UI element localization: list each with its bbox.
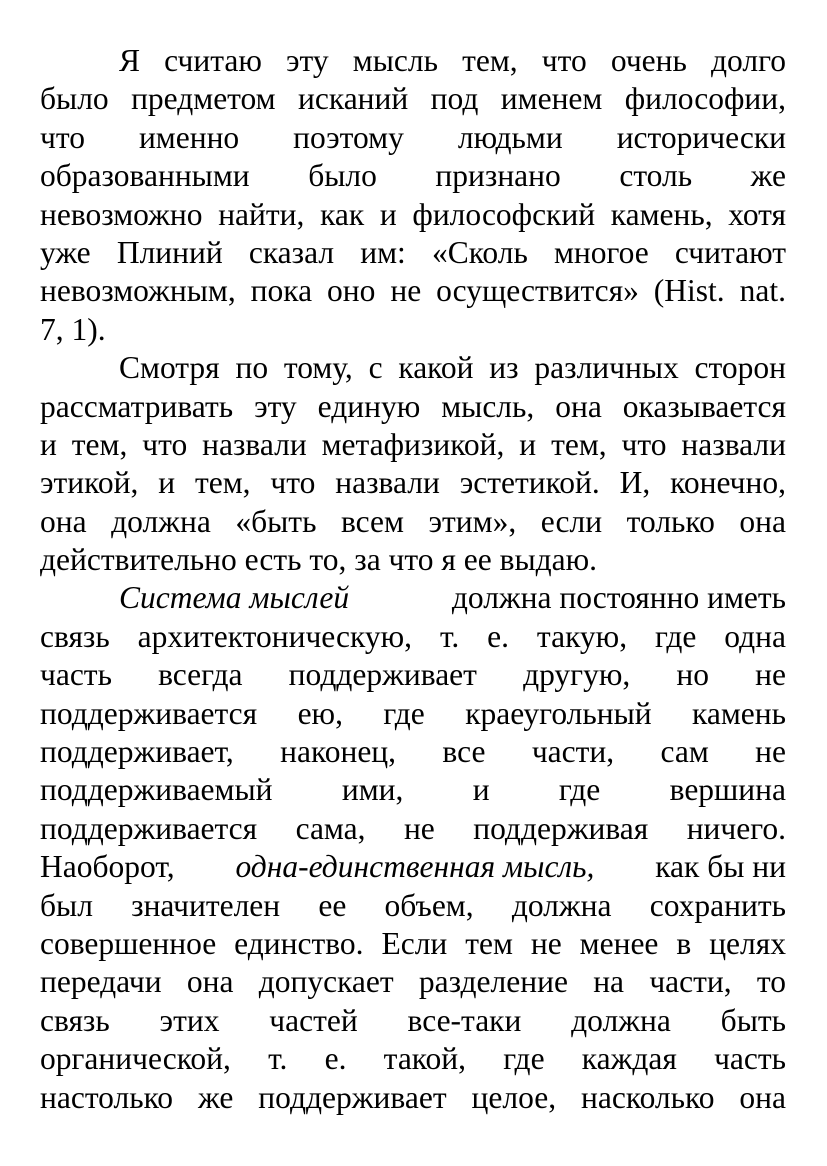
text-line: этикой, и тем, что назвали эстетикой. И, конечно, [40,465,786,501]
text-line: поддерживаемый ими, и где вершина [40,772,786,808]
text-line: поддерживается сама, не поддерживая ничего. [40,810,786,846]
text-line: органической, т. е. такой, где каждая часть [40,1041,786,1077]
text-line: рассматривать эту единую мысль, она оказывается [40,388,786,424]
text-line [40,579,786,617]
text-line: настолько же поддерживает целое, насколько она [40,1079,786,1115]
text-line: поддерживает, наконец, все части, сам не [40,734,786,770]
paragraph-3 [40,579,786,1116]
text-line [40,848,786,886]
text-line: Я считаю эту мысль тем, что очень долго [119,43,786,78]
text-segment: как бы ни [655,849,786,885]
paragraph-2 [40,349,786,579]
paragraph-1 [40,42,786,349]
text-line: был значителен ее объем, должна сохранить [40,887,786,923]
text-line: часть всегда поддерживает другую, но не [40,657,786,693]
italic-term: одна-единственная мысль, [235,849,595,885]
text-line: образованными было признано столь же [40,158,786,194]
text-segment: Наоборот, [40,849,175,885]
text-line: невозможно найти, как и философский камень, хотя [40,196,786,232]
text-line: связь архитектоническую, т. е. такую, где одна [40,618,786,654]
text-segment: должна постоянно иметь [451,580,786,616]
text-line: было предметом исканий под именем философии, [40,81,786,117]
italic-term: Система мыслей [119,580,350,616]
text-line: невозможным, пока оно не осуществится» (Hist. nat. [40,273,786,309]
text-line: что именно поэтому людьми исторически [40,119,786,155]
text-line: передачи она допускает разделение на части, то [40,964,786,1000]
text-line: Смотря по тому, с какой из различных сторон [119,350,786,386]
document-page [40,42,786,1117]
text-line: она должна «быть всем этим», если только она [40,503,786,539]
text-line: 7, 1). [40,311,106,347]
text-line: действительно есть то, за что я ее выдаю. [40,542,598,578]
text-line: и тем, что назвали метафизикой, и тем, что назвали [40,426,786,462]
text-line: поддерживается ею, где краеугольный камень [40,695,786,731]
text-line: связь этих частей все-таки должна быть [40,1002,786,1038]
text-line: совершенное единство. Если тем не менее в целях [40,925,786,961]
text-line: уже Плиний сказал им: «Сколь многое считают [40,234,786,270]
